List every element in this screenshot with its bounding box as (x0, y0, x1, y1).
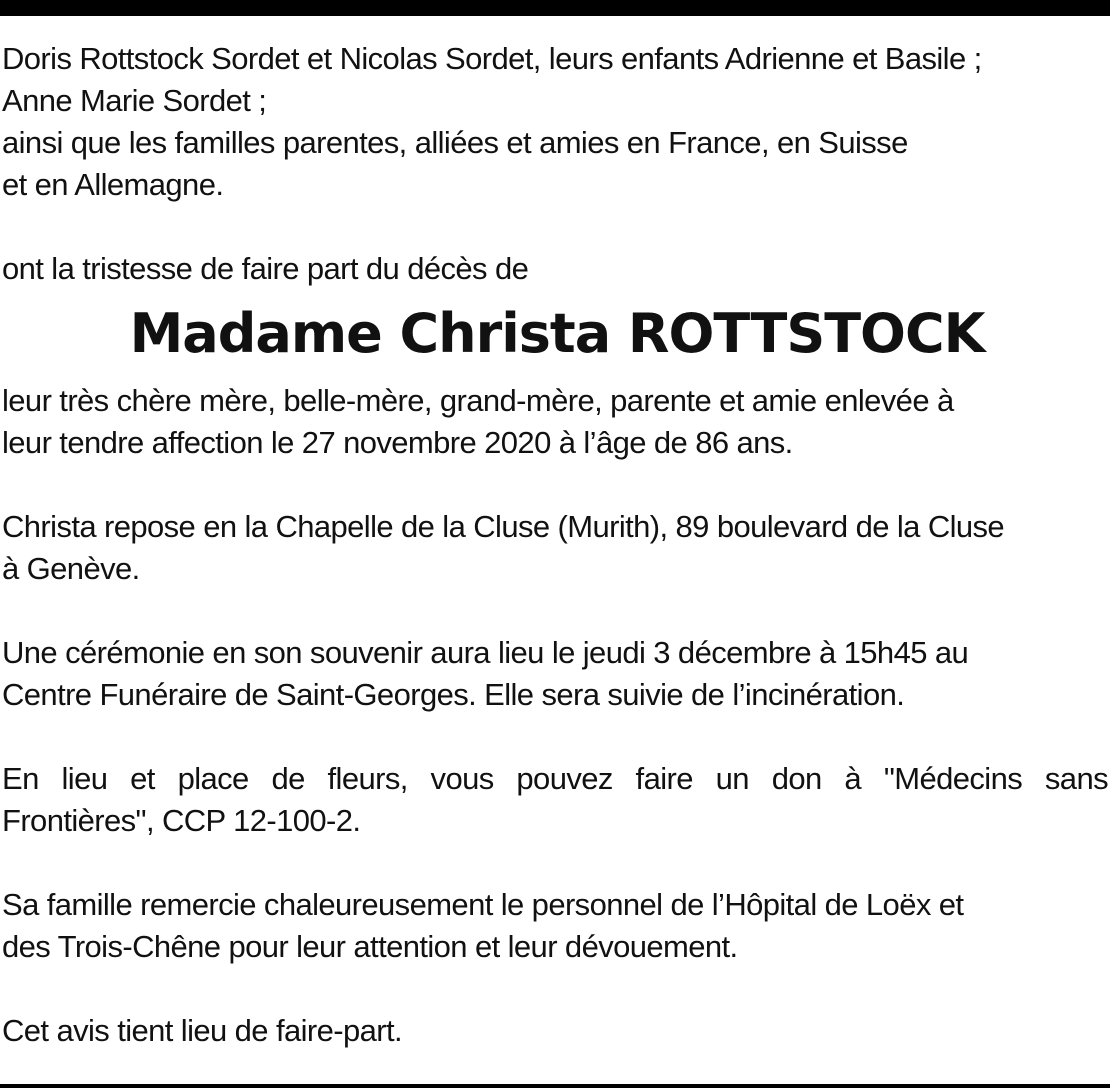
death-notice (2, 38, 1108, 1052)
family-line: Anne Marie Sordet ; (2, 83, 267, 118)
deceased-name: Madame Christa ROTTSTOCK (129, 302, 985, 365)
donation-line: Frontières", CCP 12-100-2. (2, 803, 361, 838)
thanks-line: des Trois-Chêne pour leur attention et leur dévouement. (2, 929, 738, 964)
bottom-border-rule (0, 1084, 1110, 1088)
spacer (2, 464, 1108, 506)
spacer (2, 842, 1108, 884)
top-border-rule (0, 0, 1110, 16)
spacer (2, 968, 1108, 1010)
donation-line: En lieu et place de fleurs, vous pouvez faire un don à "Médecins sans (2, 761, 1108, 796)
ceremony-line: Centre Funéraire de Saint-Georges. Elle sera suivie de l’incinération. (2, 677, 905, 712)
family-line: ainsi que les familles parentes, alliées et amies en France, en Suisse (2, 125, 908, 160)
relation-line: leur tendre affection le 27 novembre 2020 à l’âge de 86 ans. (2, 425, 793, 460)
announcement-line: ont la tristesse de faire part du décès de (2, 251, 529, 286)
spacer (2, 716, 1108, 758)
ceremony-line: Une cérémonie en son souvenir aura lieu le jeudi 3 décembre à 15h45 au (2, 635, 969, 670)
repose-line: à Genève. (2, 551, 140, 586)
spacer (2, 206, 1108, 248)
repose-line: Christa repose en la Chapelle de la Cluse (Murith), 89 boulevard de la Cluse (2, 509, 1005, 544)
spacer (2, 590, 1108, 632)
closing-line: Cet avis tient lieu de faire-part. (2, 1013, 403, 1048)
family-line: Doris Rottstock Sordet et Nicolas Sordet, leurs enfants Adrienne et Basile ; (2, 41, 982, 76)
thanks-line: Sa famille remercie chaleureusement le personnel de l’Hôpital de Loëx et (2, 887, 964, 922)
relation-line: leur très chère mère, belle-mère, grand-mère, parente et amie enlevée à (2, 383, 954, 418)
family-line: et en Allemagne. (2, 167, 224, 202)
